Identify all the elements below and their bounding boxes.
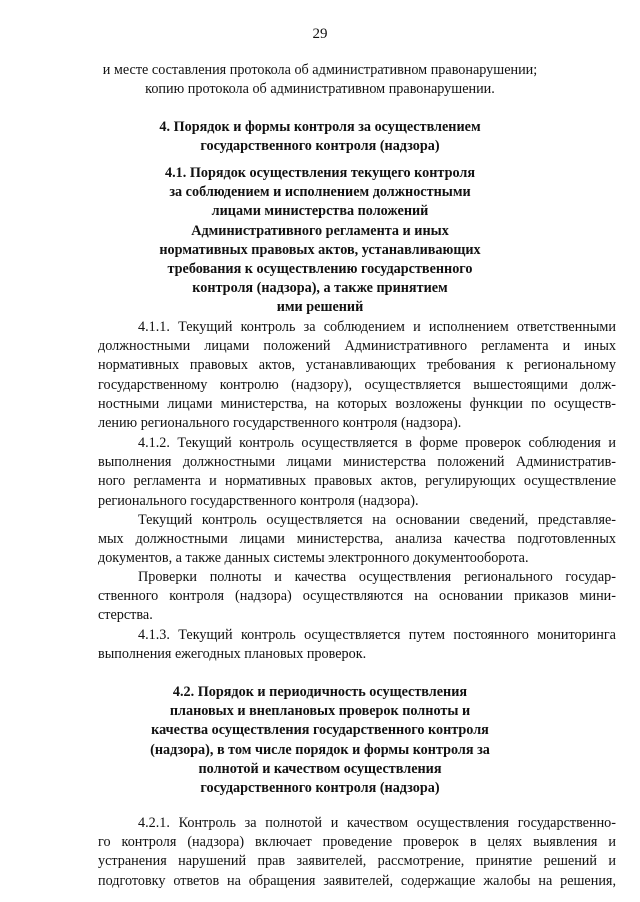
heading-line: лицами министерства положений	[211, 203, 429, 220]
heading-line: 4. Порядок и формы контроля за осуществлением	[159, 119, 481, 135]
heading-line: 4.1. Порядок осуществления текущего контроля	[165, 165, 475, 181]
text-line: Проверки полноты и качества осуществления регионального государ-	[138, 569, 616, 585]
text-line: ственного контроля (надзора) осуществляются на основании приказов мини-	[98, 588, 616, 605]
paragraph-4-1-3	[98, 626, 616, 664]
paragraph-4-1-1	[98, 318, 616, 433]
text-line: мых должностными лицами министерства, анализа качества подготовленных	[98, 531, 616, 548]
heading-line: нормативных правовых актов, устанавливающих	[159, 241, 481, 258]
intro-line: копию протокола об административном правонарушении.	[145, 81, 495, 98]
paragraph-4-1-2	[98, 434, 616, 511]
heading-line: требования к осуществлению государственного	[167, 261, 473, 278]
text-line: документов, а также данных системы электронного документооборота.	[98, 550, 529, 567]
text-line: лению регионального государственного контроля (надзора).	[98, 415, 462, 432]
text-line: ного регламента и нормативных правовых актов, регулирующих осуществление	[98, 473, 616, 490]
text-line: регионального государственного контроля (надзора).	[98, 492, 419, 509]
heading-line: Административного регламента и иных	[191, 222, 449, 239]
text-line: стерства.	[98, 607, 153, 624]
text-line: нормативных правовых актов, устанавливающих требования к региональному	[98, 357, 616, 374]
heading-line: качества осуществления государственного контроля	[151, 722, 489, 739]
text-line: 4.2.1. Контроль за полнотой и качеством осуществления государственно-	[138, 815, 616, 831]
section-4-heading	[60, 118, 580, 156]
heading-line: государственного контроля (надзора)	[200, 138, 440, 155]
text-line: должностными лицами положений Административного регламента и иных	[98, 338, 616, 355]
intro-text	[60, 61, 580, 99]
section-4-2-heading	[60, 683, 580, 798]
text-line: 4.1.1. Текущий контроль за соблюдением и исполнением ответственными	[138, 319, 616, 335]
text-line: государственному контролю (надзору), осуществляется вышестоящими долж-	[98, 376, 616, 393]
heading-line: полнотой и качеством осуществления	[198, 760, 442, 777]
page-number: 29	[312, 26, 328, 42]
text-line: выполнения должностными лицами министерства положений Административ-	[98, 454, 616, 471]
heading-line: плановых и внеплановых проверок полноты и	[169, 703, 471, 720]
text-line: ностными лицами министерства, на которых возложены функции по осуществ-	[98, 395, 616, 412]
text-line: го контроля (надзора) включает проведение проверок в целях выявления и	[98, 834, 616, 851]
text-line: подготовку ответов на обращения заявителей, содержащие жалобы на решения,	[98, 872, 616, 889]
section-4-1-heading	[60, 164, 580, 318]
heading-line: 4.2. Порядок и периодичность осуществления	[172, 684, 468, 700]
text-line: устранения нарушений прав заявителей, рассмотрение, принятие решений и	[98, 853, 616, 870]
paragraph-4-2-1	[98, 814, 616, 891]
heading-line: (надзора), в том числе порядок и формы контроля за	[150, 741, 490, 758]
text-line: 4.1.3. Текущий контроль осуществляется путем постоянного мониторинга	[138, 627, 616, 643]
text-line: Текущий контроль осуществляется на основании сведений, представляе-	[138, 512, 616, 528]
heading-line: за соблюдением и исполнением должностными	[169, 184, 471, 201]
text-line: 4.1.2. Текущий контроль осуществляется в форме проверок соблюдения и	[138, 435, 616, 451]
text-line: выполнения ежегодных плановых проверок.	[98, 646, 367, 663]
intro-line: и месте составления протокола об административном правонарушении;	[102, 62, 538, 78]
heading-line: ими решений	[276, 299, 364, 316]
paragraph-checks	[98, 568, 616, 626]
heading-line: государственного контроля (надзора)	[200, 780, 440, 797]
paragraph-basis	[98, 511, 616, 569]
heading-line: контроля (надзора), а также принятием	[192, 280, 448, 297]
